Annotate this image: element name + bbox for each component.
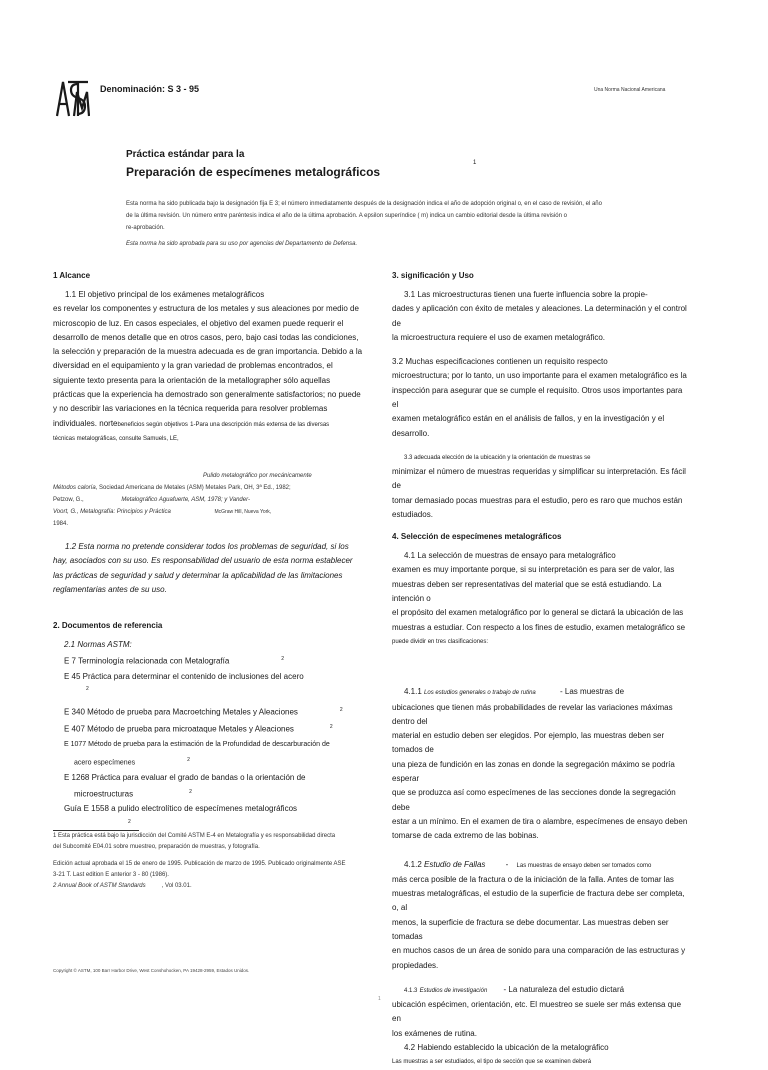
text-line: 1.2 Esta norma no pretende considerar todos los problemas de seguridad, si los [65, 541, 349, 551]
text-line: ubicación espécimen, orientación, etc. El muestreo se suele ser más extensa que en [392, 1000, 682, 1024]
text-line: material en estudio deben ser elegidos. Por ejemplo, las muestras deben ser tomados de [392, 731, 665, 755]
note-1-line [53, 417, 389, 432]
reference-item: E 45 Práctica para determinar el contenido de inclusiones del acero [64, 671, 304, 681]
section-4-1-1 [392, 685, 688, 843]
section-3-1 [392, 288, 688, 345]
subsection-title: Estudio de Fallas [424, 859, 486, 869]
footnote-line: Edición actual aprobada el 15 de enero de 1995. Publicación de marzo de 1995. Publicado originalmente ASE [53, 860, 346, 867]
issuance-note-line: de la última revisión. Un número entre paréntesis indica el año de la última aprobación. A epsilon superíndice ( m) indica un cambio editorial desde la última revisión o [126, 213, 567, 219]
text-line: 1.1 El objetivo principal de los exámenes metalográficos [65, 290, 265, 299]
section-3-3 [392, 451, 688, 522]
text-line: dades y aplicación con éxito de metales y aleaciones. La determinación y el control de [392, 304, 687, 328]
reference-item: E 1268 Práctica para evaluar el grado de bandas o la orientación de [64, 772, 306, 782]
text-line: estudiados. [392, 509, 433, 519]
note-text: 1-Para una descripción más extensa de las diversas [190, 421, 330, 428]
text-line: puede dividir en tres clasificaciones: [392, 638, 489, 645]
reference-text: McGraw Hill, Nueva York, [214, 508, 272, 515]
text-line: examen es muy importante porque, si su interpretación es para ser de valor, las [392, 565, 675, 575]
reference-item: Guía E 1558 a pulido electrolítico de especímenes metalográficos [64, 804, 298, 814]
reference-list [53, 652, 389, 829]
section-3-2 [392, 355, 688, 441]
text-line: siguiente texto presenta para la orientación de la metallographer sólo aquellas [53, 375, 331, 385]
footnote-italic: 2 Annual Book of ASTM Standards [53, 882, 146, 889]
page-number: 1 [378, 996, 381, 1002]
text-line: ubicaciones que tienen más probabilidades de revelar las variaciones máximas dentro del [392, 702, 673, 726]
section-4-heading: 4. Selección de especímenes metalográficos [392, 532, 562, 542]
note-text: técnicas metalográficas, consulte Samuels, LE, [53, 435, 179, 442]
footnotes [53, 831, 389, 892]
text-line: minimizar el número de muestras requeridas y simplificar su interpretación. Es fácil de [392, 466, 686, 491]
text-line: tomar demasiado pocas muestras para el estudio, pero es raro que muchos están [392, 495, 683, 505]
reference-italic: Métodos caloría [53, 484, 96, 491]
reference-item: E 7 Terminología relacionada con Metalografía $^2$ [64, 656, 285, 667]
section-1-heading: 1 Alcance [53, 271, 91, 280]
reference-item: E 340 Método de prueba para Macroetching Metales y Aleaciones $^2$ [64, 706, 343, 717]
section-4-1-3 [392, 983, 688, 1070]
section-4-1-2 [392, 858, 688, 973]
text-line: - La naturaleza del estudio dictará [503, 984, 625, 994]
text-line: los exámenes de rutina. [392, 1028, 477, 1038]
text-line: 3.1 Las microestructuras tienen una fuerte influencia sobre la propie- [404, 290, 648, 299]
reference-item: 2 [128, 818, 131, 825]
text-line: microestructura; por lo tanto, un uso importante para el examen metalográfico es la [392, 371, 687, 381]
text-line: microscopio de luz. En casos especiales, el objetivo del examen puede requerir el [53, 318, 344, 328]
text-line: estar a un mínimo. En el examen de tira o alambre, especímenes de ensayo deben [392, 816, 688, 826]
text-line: 4.1 La selección de muestras de ensayo para metalográfico [404, 551, 616, 561]
text-line: más cerca posible de la fractura o de la iniciación de la falla. Antes de tomar las [392, 874, 674, 884]
reference-italic: Voort, G., Metalografía: Principios y Práctica [53, 508, 171, 515]
designation: Denominación: S 3 - 95 [100, 84, 200, 94]
note-references [53, 470, 389, 530]
reference-italic: Pulido metalográfico por mecánicamente [203, 472, 312, 479]
reference-italic: Metalográfico Aguafuerte, ASM, 1978; y Vander- [121, 496, 250, 503]
title-footnote-marker: 1 [473, 160, 477, 166]
dash: - [505, 859, 509, 869]
text-line: Las muestras de ensayo deben ser tomados como [516, 862, 652, 869]
reference-item: 2 [86, 686, 89, 693]
reference-item: acero especímenes $^2$ [74, 756, 190, 767]
reference-text: Petzow, G., [53, 496, 84, 503]
text-line: menos, la superficie de fractura se debe documentar. Las muestras deben ser tomadas [392, 917, 669, 941]
text-line: en muchos casos de un área de sonido para una comparación de las estructuras y [392, 946, 686, 956]
text-line: muestras metalográficas, el estudio de la superficie de fractura debe ser completa, o, al [392, 889, 685, 913]
text-line: muestras a estudiar. Con respecto a los fines de estudio, examen metalográfico se [392, 622, 686, 632]
text-line: la microestructura requiere el uso de examen metalográfico. [392, 332, 605, 342]
footnote-line: , Vol 03.01. [161, 882, 192, 889]
text-line: la selección y preparación de la muestra adecuada es de gran importancia. Debido a la [53, 347, 363, 357]
text-line: 3.3 adecuada elección de la ubicación y la orientación de muestras se [404, 454, 591, 461]
text-line: diversidad en el equipamiento y la gran variedad de problemas encontrados, el [53, 361, 333, 371]
section-4-2-line: 4.2 Habiendo establecido la ubicación de la metalográfico [404, 1043, 609, 1053]
subsection-title: Estudios de investigación [419, 987, 488, 994]
subsection-heading: 2.1 Normas ASTM: [64, 640, 132, 650]
text-line: inspección para asegurar que se cumple el requisito. Otros usos importantes para el [392, 385, 683, 410]
practice-kind: Práctica estándar para la [126, 149, 245, 160]
reference-text: 1984. [53, 520, 69, 527]
subsection-title: Los estudios generales o trabajo de rutina [424, 690, 536, 697]
subsection-number: 4.1.3 [404, 987, 418, 994]
text-line: desarrollo de menos detalle que en otros casos, pero, bajo casi todas las condiciones, [53, 332, 359, 342]
text-line: propiedades. [392, 960, 439, 970]
left-column [53, 271, 389, 892]
text-line: que se produzca así como especímenes de las secciones donde la segregación debe [392, 788, 676, 812]
subsection-number: 4.1.2 [404, 859, 422, 869]
astm-logo [54, 78, 90, 118]
reference-item: microestructuras $^2$ [74, 789, 192, 799]
document-title: Preparación de especímenes metalográficos [126, 165, 381, 179]
text-line: las prácticas de seguridad y salud y determinar la aplicabilidad de las limitaciones [53, 570, 343, 580]
text-line: y no describir las variaciones en la técnica requerida para resolver problemas [53, 404, 328, 414]
footnote-line: 3-21 T. Last edition E anterior 3 - 80 (1986). [53, 871, 169, 878]
note-small-text: beneficios según objetivos [117, 421, 188, 428]
text-line: es revelar los componentes y estructura de los metales y sus aleaciones por medio de [53, 304, 359, 314]
text-line: muestras deben ser representativas del material que se está estudiando. La intención o [392, 579, 662, 604]
issuance-note-line: re-aprobación. [126, 225, 165, 231]
copyright: Copyright © ASTM, 100 Barr Harbor Drive, West Conshohocken, PA 19428-2959, Estados Unidos. [53, 968, 250, 973]
text-line: tomarse de cada extremo de las bobinas. [392, 831, 539, 841]
text-line: el propósito del examen metalográfico por lo general se dictará la ubicación de las [392, 608, 684, 618]
text-line: reglamentarias antes de su uso. [53, 584, 167, 594]
reference-item: E 407 Método de prueba para microataque Metales y Aleaciones $^2$ [64, 723, 333, 734]
text-line: prácticas que la experiencia ha demostrado son generalmente satisfactorios; no puede [53, 390, 361, 400]
note-label: individuales. norte [53, 418, 118, 428]
subsection-number: 4.1.1 [404, 687, 422, 697]
text-line: Las muestras a ser estudiados, el tipo de sección que se examinen deberá [392, 1059, 592, 1066]
reference-text: , Sociedad Americana de Metales (ASM) Metales Park, OH, 3ª Ed., 1982; [95, 484, 291, 491]
defense-note: Esta norma ha sido aprobada para su uso por agencias del Departamento de Defensa. [126, 241, 358, 247]
issuance-note [126, 198, 686, 234]
footnote-line: 1 Esta práctica está bajo la jurisdicción del Comité ASTM E-4 en Metalografía y es responsabilidad directa [53, 832, 336, 839]
text-line: examen metalográfico están en el análisis de fallos, y en la investigación y el desarrollo. [392, 414, 665, 438]
section-3-heading: 3. significación y Uso [392, 271, 474, 280]
text-line: 3.2 Muchas especificaciones contienen un requisito respecto [392, 357, 608, 367]
right-column [392, 271, 688, 1070]
text-line: una pieza de fundición en las zonas en donde la segregación máximo se podría esperar [392, 759, 675, 784]
section-1-1 [53, 288, 389, 446]
text-line: hay, asociados con su uso. Es responsabilidad del usuario de esta norma establecer [53, 556, 353, 566]
section-1-2 [53, 540, 389, 597]
footnote-line: del Subcomité E04.01 sobre muestreo, preparación de muestras, y fotografía. [53, 843, 260, 850]
section-2-heading: 2. Documentos de referencia [53, 621, 163, 631]
section-4-1 [392, 549, 688, 649]
reference-item: E 1077 Método de prueba para la estimación de la Profundidad de descarburación de [64, 741, 330, 749]
issuance-note-line: Esta norma ha sido publicada bajo la designación fija E 3; el número inmediatamente después de la designación indica el año de adopción original o, en el caso de revisión, el año [126, 201, 602, 207]
text-line: - Las muestras de [560, 687, 625, 697]
national-standard-label: Una Norma Nacional Americana [594, 87, 666, 93]
